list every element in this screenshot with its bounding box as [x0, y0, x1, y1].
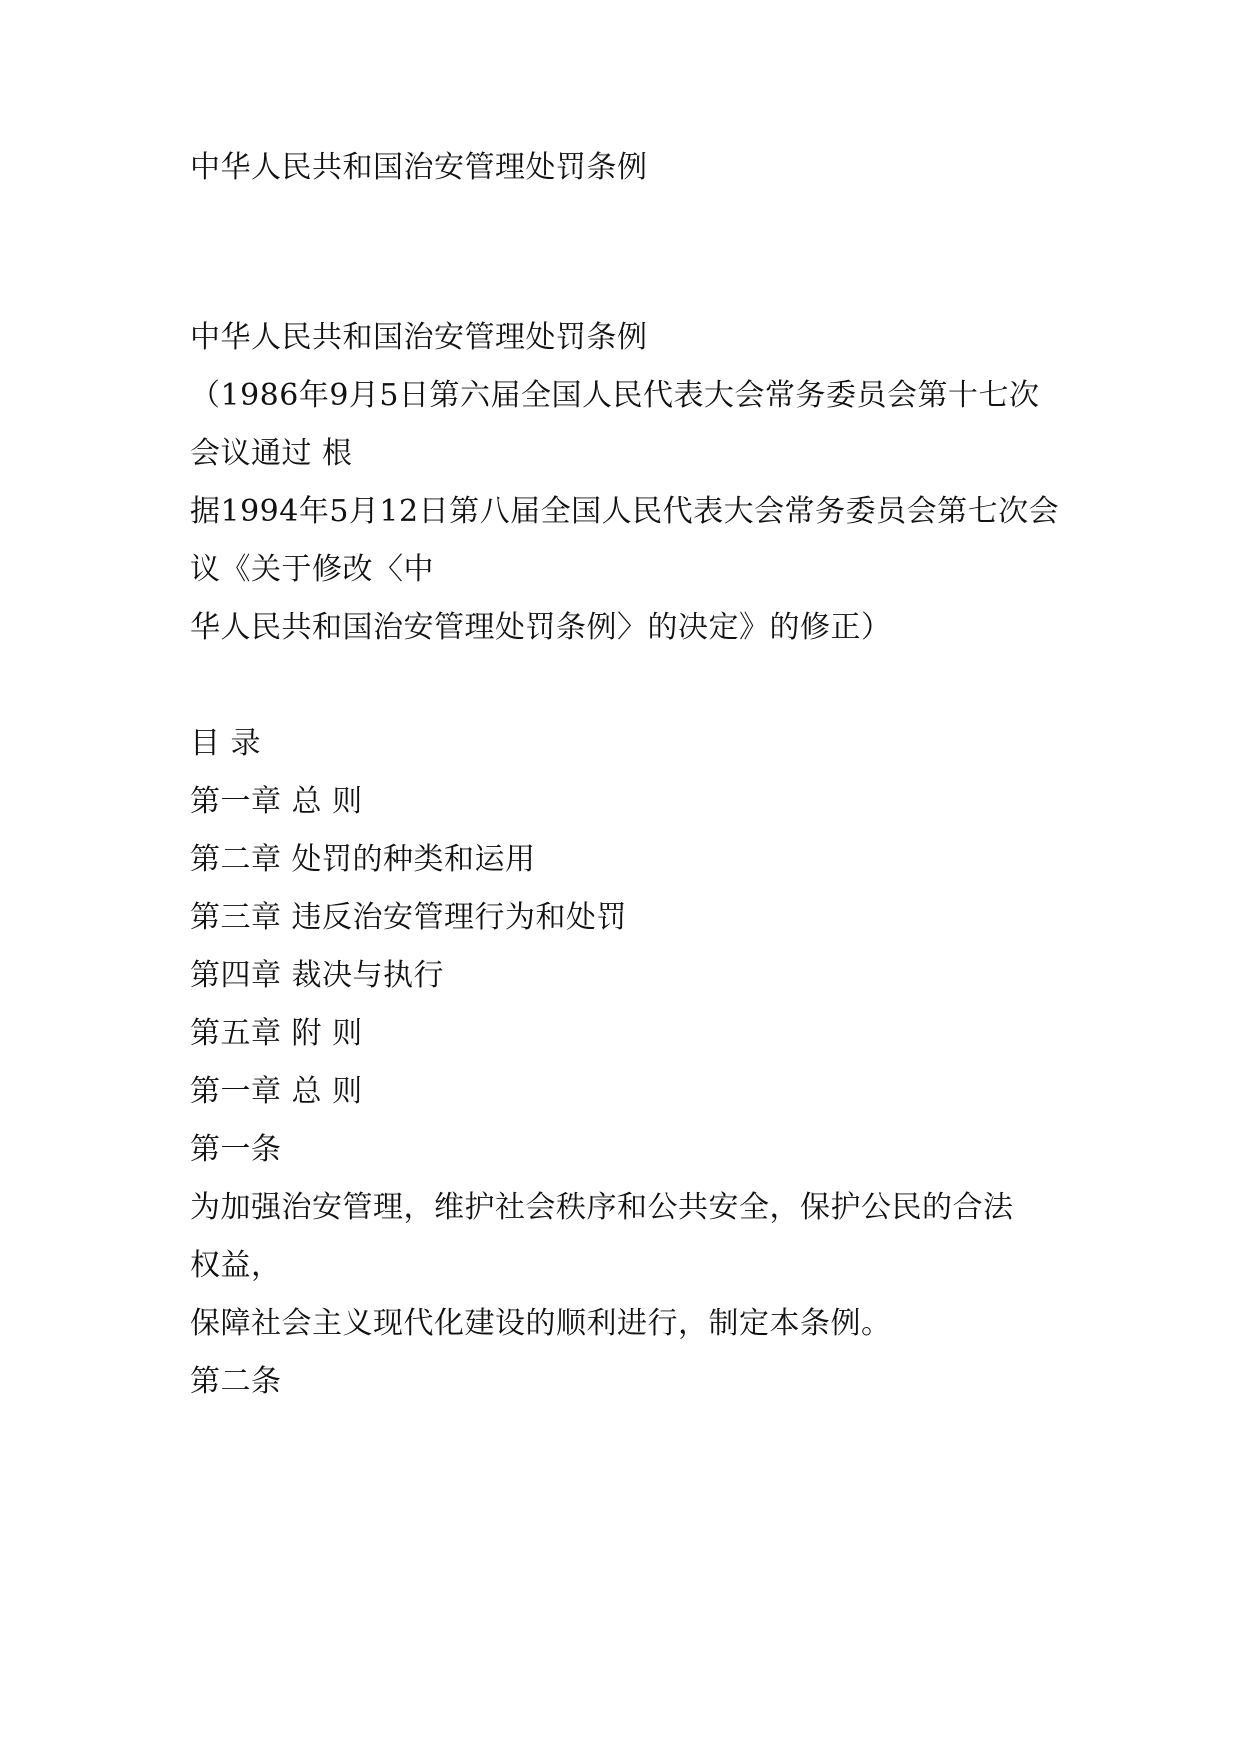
adoption-note-line: 议《关于修改〈中 — [190, 552, 434, 587]
toc-item: 第一章 总 则 — [190, 784, 363, 819]
toc-item: 第二章 处罚的种类和运用 — [190, 842, 536, 877]
chapter-heading: 第一章 总 则 — [190, 1074, 363, 1109]
article-heading: 第二条 — [190, 1364, 282, 1399]
article-text-line: 为加强治安管理，维护社会秩序和公共安全，保护公民的合法 — [190, 1190, 1014, 1225]
article-heading: 第一条 — [190, 1132, 282, 1167]
toc-heading: 目 录 — [190, 726, 262, 761]
document-title: 中华人民共和国治安管理处罚条例 — [190, 320, 648, 355]
adoption-note-line: 华人民共和国治安管理处罚条例〉的决定》的修正） — [190, 610, 892, 645]
adoption-note-line: 据1994年5月12日第八届全国人民代表大会常务委员会第七次会 — [190, 494, 1060, 529]
adoption-note-line: （1986年9月5日第六届全国人民代表大会常务委员会第十七次 — [190, 378, 1040, 413]
document-header-title: 中华人民共和国治安管理处罚条例 — [190, 150, 648, 185]
article-text-line: 保障社会主义现代化建设的顺利进行，制定本条例。 — [190, 1306, 892, 1341]
adoption-note-line: 会议通过 根 — [190, 436, 353, 471]
toc-item: 第五章 附 则 — [190, 1016, 363, 1051]
toc-item: 第三章 违反治安管理行为和处罚 — [190, 900, 628, 935]
toc-item: 第四章 裁决与执行 — [190, 958, 445, 993]
article-text-line: 权益， — [190, 1248, 282, 1283]
